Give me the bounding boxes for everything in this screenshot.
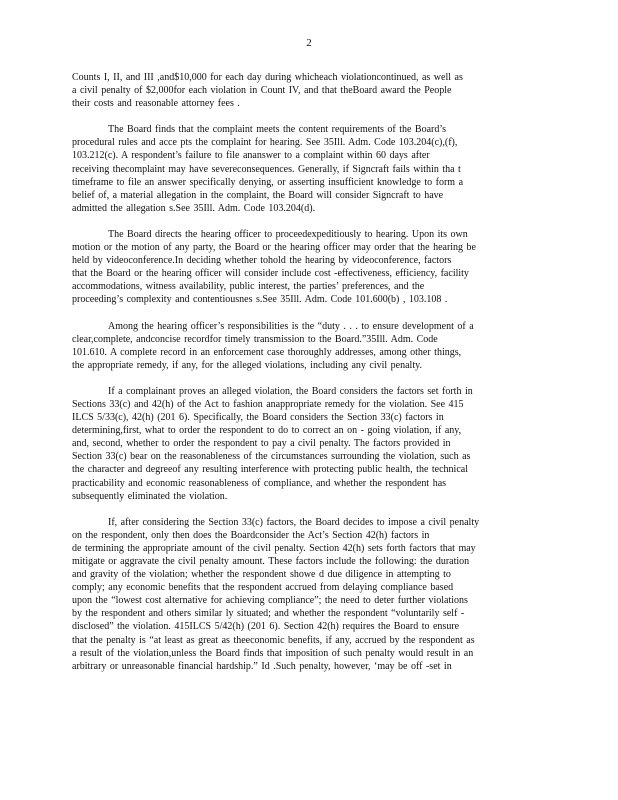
text-line: upon the “lowest cost alternative for achieving compliance”; the need to deter further violations [72, 595, 468, 607]
text-line: Counts I, II, and III ,and$10,000 for each day during whicheach violationcontinued, as well as [72, 72, 463, 83]
text-line: If a complainant proves an alleged violation, the Board considers the factors set forth in [108, 385, 473, 397]
text-line: de termining the appropriate amount of the civil penalty. Section 42(h) sets forth factors that may [72, 542, 476, 554]
text-line: held by videoconference.In deciding whether tohold the hearing by videoconference, factors [72, 255, 452, 267]
text-line: The Board directs the hearing officer to proceedexpeditiously to hearing. Upon its own [108, 228, 468, 240]
text-line: belief of, a material allegation in the complaint, the Board will consider Signcraft to have [72, 189, 444, 201]
text-line: receiving thecomplaint may have severeconsequences. Generally, if Signcraft fails within tha t [72, 163, 461, 175]
page-number: 2 [306, 37, 312, 49]
text-line: procedural rules and acce pts the complaint for hearing. See 35Ill. Adm. Code 103.204(c),(f), [72, 137, 458, 149]
text-line: subsequently eliminated the violation. [72, 490, 228, 502]
text-line: 101.610. A complete record in an enforcement case thoroughly addresses, among other things, [72, 346, 462, 358]
text-line: by the respondent and others similar ly situated; and whether the respondent “voluntarily self - [72, 608, 465, 620]
text-line: and, second, whether to order the respondent to pay a civil penalty. The factors provided in [72, 438, 451, 450]
text-line: clear,complete, andconcise recordfor timely transmission to the Board.”35Ill. Adm. Code [72, 333, 438, 345]
document-body [72, 71, 542, 686]
text-line: disclosed” the violation. 415ILCS 5/42(h) (201 6). Section 42(h) requires the Board to ensure [72, 621, 460, 633]
text-line: admitted the allegation s.See 35Ill. Adm. Code 103.204(d). [72, 202, 316, 214]
text-line: proceeding’s complexity and contentiousnes s.See 35Ill. Adm. Code 101.600(b) , 103.108 . [72, 294, 448, 306]
text-line: that the Board or the hearing officer will consider include cost -effectiveness, efficiency, facility [72, 268, 469, 280]
text-line: timeframe to file an answer specifically denying, or asserting insufficient knowledge to form a [72, 176, 464, 188]
text-line: 103.212(c). A respondent’s failure to file ananswer to a complaint within 60 days after [72, 150, 430, 162]
text-line: Section 33(c) bear on the reasonableness of the circumstances surrounding the violation, such as [72, 451, 471, 463]
text-line: mitigate or aggravate the civil penalty amount. These factors include the following: the duration [72, 556, 470, 567]
text-line: Sections 33(c) and 42(h) of the Act to fashion anappropriate remedy for the violation. See 415 [72, 398, 464, 410]
text-line: on the respondent, only then does the Boardconsider the Act’s Section 42(h) factors in [72, 529, 430, 541]
text-line: comply; any economic benefits that the respondent accrued from delaying compliance based [72, 582, 454, 594]
text-line: determining,first, what to order the respondent to do to correct an on - going violation, if any, [72, 425, 462, 437]
paragraph [72, 516, 542, 673]
text-line: the appropriate remedy, if any, for the alleged violations, including any civil penalty. [72, 359, 422, 371]
text-line: Among the hearing officer’s responsibilities is the “duty . . . to ensure development of a [108, 320, 474, 332]
text-line: The Board finds that the complaint meets the content requirements of the Board’s [108, 124, 447, 136]
text-line: If, after considering the Section 33(c) factors, the Board decides to impose a civil penalty [108, 516, 480, 528]
text-line: arbitrary or unreasonable financial hardship.” Id .Such penalty, however, ‘may be off -set in [72, 660, 452, 672]
paragraph [72, 123, 542, 215]
text-line: their costs and reasonable attorney fees . [72, 98, 240, 110]
text-line: motion or the motion of any party, the Board or the hearing officer may order that the hearing be [72, 242, 476, 254]
text-line: accommodations, witness availability, public interest, the parties’ preferences, and the [72, 281, 425, 293]
text-line: a result of the violation,unless the Board finds that imposition of such penalty would result in an [72, 647, 474, 659]
text-line: practicability and economic reasonableness of compliance, and whether the respondent has [72, 477, 447, 489]
text-line: the character and degreeof any resulting interference with protecting public health, the technical [72, 464, 468, 476]
paragraph [72, 320, 542, 372]
paragraph [72, 71, 542, 110]
text-line: and gravity of the violation; whether the respondent showe d due diligence in attempting to [72, 569, 451, 581]
text-line: ILCS 5/33(c), 42(h) (201 6). Specifically, the Board considers the Section 33(c) factors in [72, 412, 444, 424]
paragraph [72, 385, 542, 503]
text-line: that the penalty is “at least as great as theeconomic benefits, if any, accrued by the respondent as [72, 634, 475, 646]
text-line: a civil penalty of $2,000for each violation in Count IV, and that theBoard award the People [72, 85, 452, 97]
paragraph [72, 228, 542, 307]
